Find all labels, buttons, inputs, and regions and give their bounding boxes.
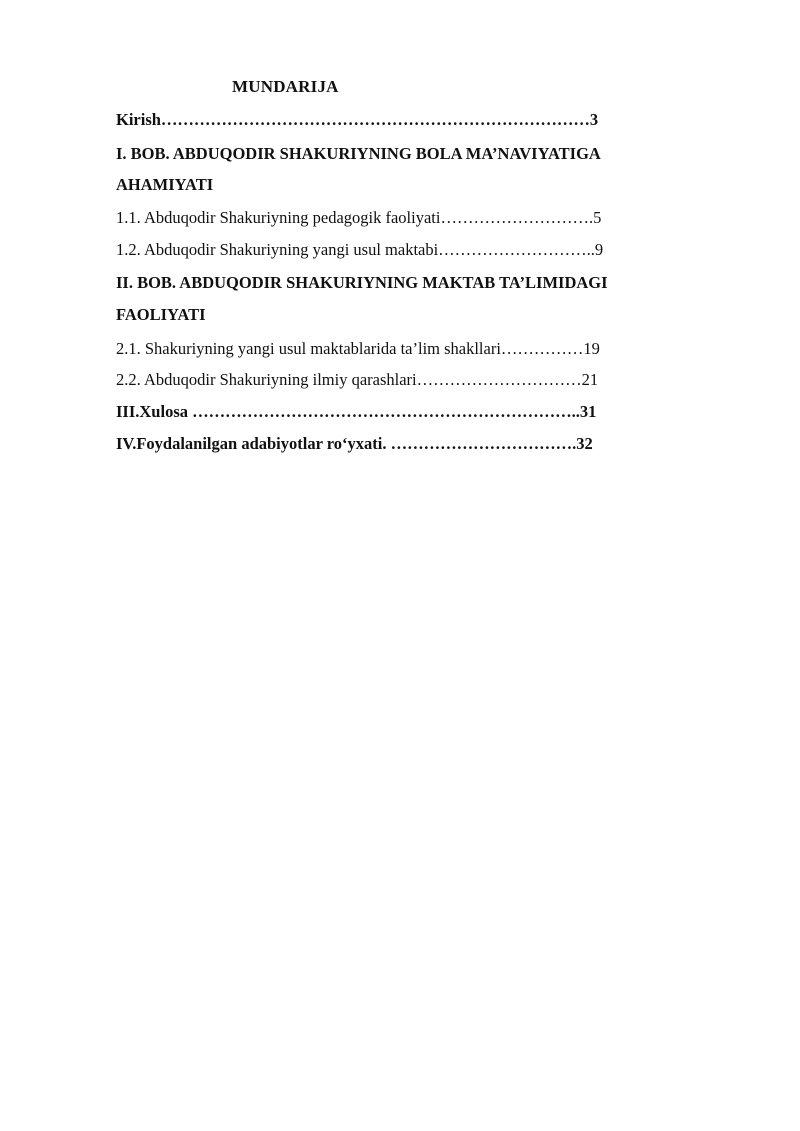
- toc-entry-1-2: 1.2. Abduqodir Shakuriyning yangi usul maktabi………………………..9: [116, 240, 604, 259]
- toc-entry-kirish: Kirish……………………………………………………………………3: [116, 110, 599, 129]
- toc-entry-adabiyotlar: IV.Foydalanilgan adabiyotlar ro‘yxati. …………………………….32: [116, 434, 593, 453]
- toc-entry-xulosa: III.Xulosa ……………………………………………………………..31: [116, 402, 597, 421]
- toc-entry-2-1: 2.1. Shakuriyning yangi usul maktablarida ta’lim shakllari……………19: [116, 339, 600, 358]
- toc-entry-1-1: 1.1. Abduqodir Shakuriyning pedagogik faoliyati……………………….5: [116, 208, 602, 227]
- page-title: MUNDARIJA: [232, 77, 339, 96]
- toc-entry-2-2: 2.2. Abduqodir Shakuriyning ilmiy qarashlari…………………………21: [116, 370, 599, 389]
- toc-entry-chapter-1-line-2: AHAMIYATI: [116, 175, 214, 194]
- toc-entry-chapter-1-line-1: I. BOB. ABDUQODIR SHAKURIYNING BOLA MA’NAVIYATIGA: [116, 144, 601, 163]
- toc-entry-chapter-2-line-2: FAOLIYATI: [116, 305, 206, 324]
- toc-entry-chapter-2-line-1: II. BOB. ABDUQODIR SHAKURIYNING MAKTAB TA’LIMIDAGI: [116, 273, 608, 292]
